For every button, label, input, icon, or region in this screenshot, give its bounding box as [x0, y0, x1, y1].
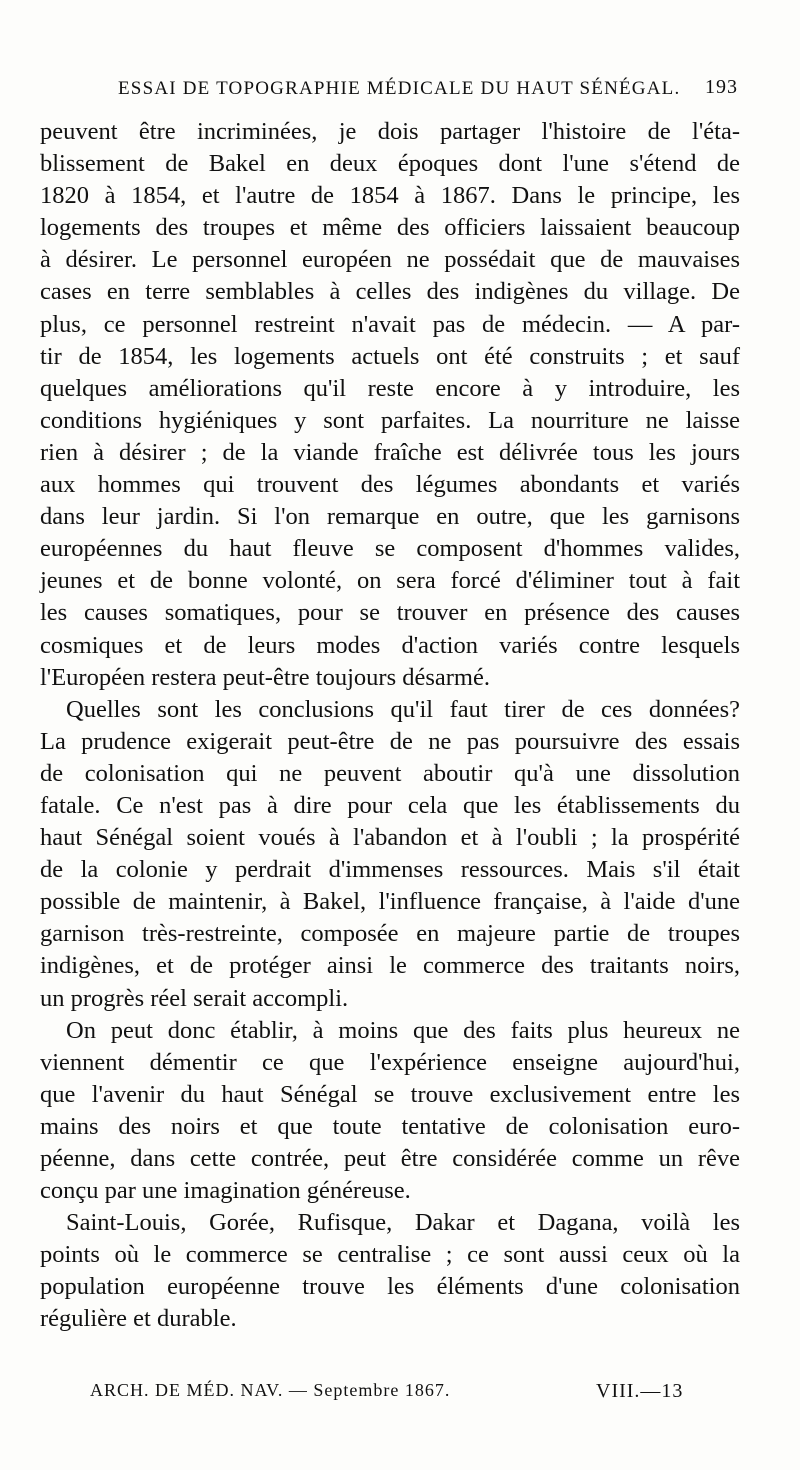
- text-line: jeunes et de bonne volonté, on sera forcé d'éliminer tout à fait: [40, 567, 740, 595]
- text-line: de colonisation qui ne peuvent aboutir qu'à une dissolution: [40, 759, 740, 787]
- text-line: cases en terre semblables à celles des indigènes du village. De: [40, 278, 740, 306]
- body-text: [40, 116, 740, 1336]
- text-line: mains des noirs et que toute tentative de colonisation euro-: [40, 1112, 740, 1140]
- text-line: Saint-Louis, Gorée, Rufisque, Dakar et Dagana, voilà les: [66, 1209, 740, 1237]
- text-line: 1820 à 1854, et l'autre de 1854 à 1867. Dans le principe, les: [40, 182, 740, 210]
- text-line: peuvent être incriminées, je dois partager l'histoire de l'éta-: [40, 118, 740, 145]
- text-line: cosmiques et de leurs modes d'action variés contre lesquels: [40, 631, 740, 659]
- text-line: conditions hygiéniques y sont parfaites. La nourriture ne laisse: [40, 406, 740, 434]
- text-line: de la colonie y perdrait d'immenses ressources. Mais s'il était: [40, 856, 740, 884]
- text-line: population européenne trouve les éléments d'une colonisation: [40, 1273, 740, 1301]
- text-line: points où le commerce se centralise ; ce sont aussi ceux où la: [40, 1241, 740, 1269]
- text-line: plus, ce personnel restreint n'avait pas de médecin. — A par-: [40, 310, 740, 338]
- text-line: européennes du haut fleuve se composent d'hommes valides,: [40, 535, 740, 563]
- text-line: à désirer. Le personnel européen ne possédait que de mauvaises: [40, 246, 740, 274]
- text-line: péenne, dans cette contrée, peut être considérée comme un rêve: [40, 1145, 740, 1172]
- text-line: un progrès réel serait accompli.: [40, 984, 349, 1012]
- text-line: haut Sénégal soient voués à l'abandon et à l'oubli ; la prospérité: [40, 824, 740, 852]
- text-line: conçu par une imagination généreuse.: [40, 1177, 411, 1205]
- text-line: garnison très-restreinte, composée en majeure partie de troupes: [40, 920, 740, 948]
- text-line: les causes somatiques, pour se trouver en présence des causes: [40, 599, 740, 627]
- text-line: tir de 1854, les logements actuels ont été construits ; et sauf: [40, 342, 740, 370]
- text-line: blissement de Bakel en deux époques dont l'une s'étend de: [40, 150, 740, 178]
- text-line: logements des troupes et même des officiers laissaient beaucoup: [40, 214, 740, 242]
- text-line: indigènes, et de protéger ainsi le commerce des traitants noirs,: [40, 952, 740, 980]
- text-line: l'Européen restera peut-être toujours désarmé.: [40, 663, 490, 691]
- text-line: possible de maintenir, à Bakel, l'influence française, à l'aide d'une: [40, 888, 740, 916]
- footer-signature-mark: VIII.—13: [596, 1380, 684, 1402]
- text-line: fatale. Ce n'est pas à dire pour cela que les établissements du: [40, 791, 740, 819]
- text-line: Quelles sont les conclusions qu'il faut tirer de ces données?: [66, 695, 740, 723]
- text-line: rien à désirer ; de la viande fraîche est délivrée tous les jours: [40, 438, 740, 466]
- text-line: viennent démentir ce que l'expérience enseigne aujourd'hui,: [40, 1048, 740, 1076]
- text-line: dans leur jardin. Si l'on remarque en outre, que les garnisons: [40, 503, 740, 531]
- text-line: aux hommes qui trouvent des légumes abondants et variés: [40, 471, 740, 499]
- running-title: ESSAI DE TOPOGRAPHIE MÉDICALE DU HAUT SÉNÉGAL.: [118, 78, 681, 99]
- text-line: que l'avenir du haut Sénégal se trouve exclusivement entre les: [40, 1080, 740, 1108]
- text-line: quelques améliorations qu'il reste encore à y introduire, les: [40, 374, 740, 402]
- footer-journal-reference: ARCH. DE MÉD. NAV. — Septembre 1867.: [90, 1380, 451, 1400]
- page-number: 193: [705, 76, 738, 98]
- text-line: régulière et durable.: [40, 1305, 237, 1333]
- text-line: La prudence exigerait peut-être de ne pas poursuivre des essais: [40, 727, 740, 755]
- text-line: On peut donc établir, à moins que des faits plus heureux ne: [66, 1016, 740, 1044]
